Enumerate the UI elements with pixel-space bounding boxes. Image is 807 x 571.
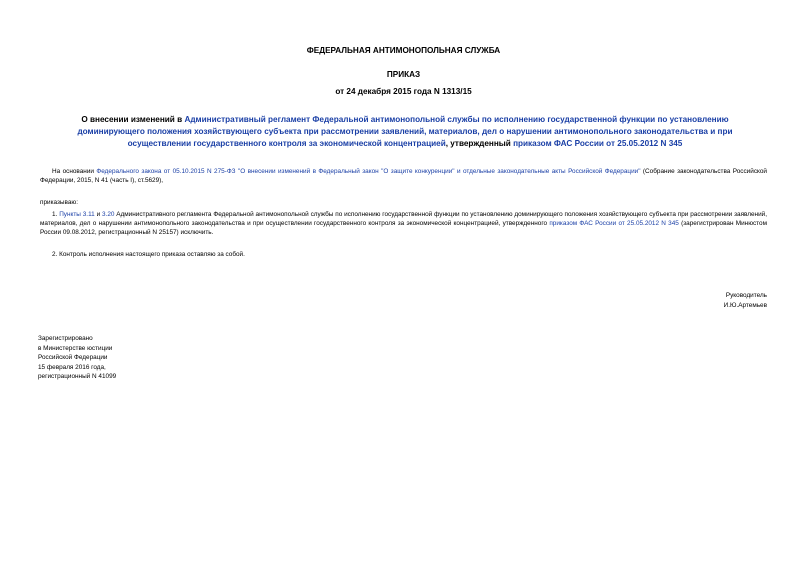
registration-line-1: Зарегистрировано: [38, 335, 93, 342]
document-date-number: от 24 декабря 2015 года N 1313/15: [335, 87, 472, 96]
item-1-and: и: [94, 211, 102, 218]
item-2-paragraph: 2. Контроль исполнения настоящего приказа оставляю за собой.: [52, 251, 245, 258]
signature-name: И.Ю.Артемьев: [723, 302, 767, 309]
item-1-point-3-11-link[interactable]: Пункты 3.11: [59, 211, 95, 218]
title-regulation-link[interactable]: Административный регламент Федеральной антимонопольной службы по исполнению государственной функции по установлению доминирующего положения хозяйствующего субъекта при рассмотрении заявлений, материалов, дел о нарушении антимонопольного законодательства и при осуществлении государственного контроля за экономической концентрацией: [77, 115, 733, 148]
order-word: приказываю:: [40, 199, 78, 206]
title-prefix: О внесении изменений в: [81, 115, 185, 124]
signature-position: Руководитель: [725, 292, 767, 299]
agency-name: ФЕДЕРАЛЬНАЯ АНТИМОНОПОЛЬНАЯ СЛУЖБА: [306, 46, 501, 55]
item-1-order-link[interactable]: приказом ФАС России от 25.05.2012 N 345: [549, 220, 679, 228]
basis-suffix: (Собрание законодательства Российской Федерации, 2015, N 41 (часть I), ст.5629),: [40, 168, 768, 185]
basis-prefix: На основании: [52, 168, 97, 175]
registration-line-2: в Министерстве юстиции: [38, 344, 113, 352]
item-1-suffix: (зарегистрирован Минюстом России 09.08.2012, регистрационный N 25157) исключить.: [40, 220, 767, 237]
item-1-point-3-20-link[interactable]: 3.20: [102, 211, 115, 218]
registration-line-3: Российской Федерации: [38, 354, 108, 361]
registration-line-4: 15 февраля 2016 года,: [38, 363, 106, 371]
item-1-prefix: 1.: [52, 211, 60, 218]
basis-paragraph: [40, 167, 767, 185]
registration-line-5: регистрационный N 41099: [38, 373, 117, 380]
document-type: ПРИКАЗ: [386, 70, 421, 79]
basis-law-link[interactable]: Федерального закона от 05.10.2015 N 275-ФЗ "О внесении изменений в Федеральный закон "О защите конкуренции" и отдельные законодательные акты Российской Федерации": [96, 168, 641, 175]
title-middle: , утвержденный: [445, 139, 514, 148]
item-1-middle: Административного регламента Федеральной антимонопольной службы по исполнению государственной функции по установлению доминирующего положения хозяйствующего субъекта при рассмотрении заявлений, материалов, дел о нарушении антимонопольного законодательства и при осуществлении государственного контроля за экономической концентрацией, утвержденного: [40, 211, 768, 228]
item-1-paragraph: [40, 210, 767, 238]
document-title: [50, 114, 760, 150]
title-order-link[interactable]: приказом ФАС России от 25.05.2012 N 345: [513, 139, 683, 148]
